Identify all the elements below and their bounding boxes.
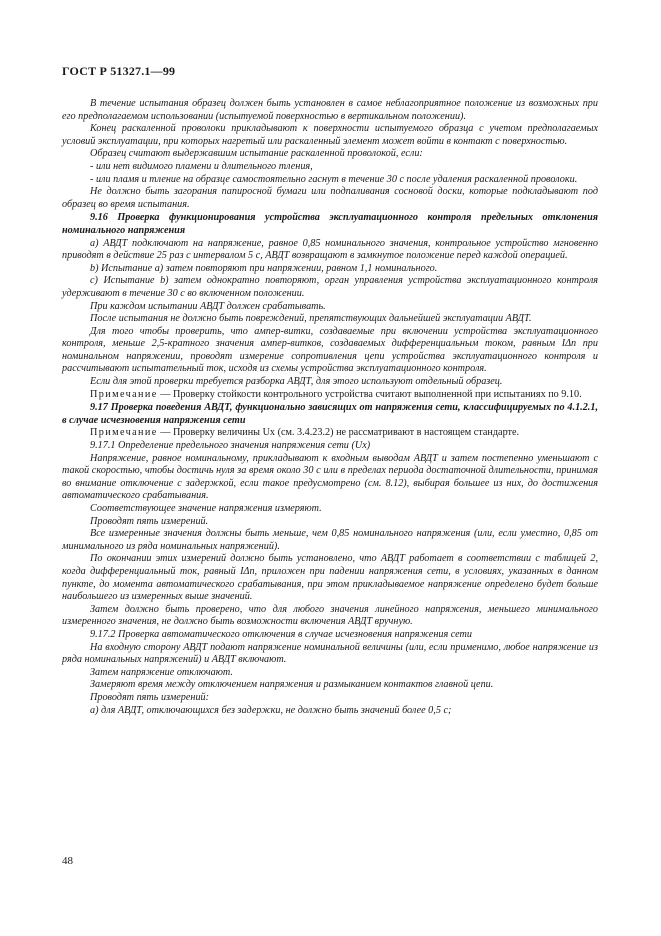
paragraph: Проводят пять измерений. [90,515,209,527]
standard-header: ГОСТ Р 51327.1—99 [62,64,176,78]
paragraph: Замеряют время между отключением напряжения и размыканием контактов главной цепи. [90,679,494,691]
paragraph: Проводят пять измерений: [90,691,210,703]
paragraph: а) АВДТ подключают на напряжение, равное 0,85 номинального значения, контрольное устройство мгновенно приводят в действие 25 раз с интервалом 5 с, АВДТ возвращают в замкнутое положение перед каждой операцией. [62,237,598,262]
subsection-heading-9-17-2: 9.17.2 Проверка автоматического отключения в случае исчезновения напряжения сети [90,628,472,640]
paragraph: Соответствующее значение напряжения измеряют. [90,503,322,514]
paragraph: b) Испытание а) затем повторяют при напряжении, равном 1,1 номинального. [90,262,438,274]
paragraph: Затем напряжение отключают. [90,666,233,678]
paragraph: По окончании этих измерений должно быть установлено, что АВДТ работает в соответствии с таблицей 2, когда дифференциальный ток, равный IΔn, приложен при падении напряжения сети, в условиях, указанных в данном пункте, до момента автоматического срабатывания, при этом прикладываемое напряжение определено будет больше наибольшего из измеренных выше значений. [62,553,598,603]
document-body [62,98,598,717]
section-heading-9-16: 9.16 Проверка функционирования устройства эксплуатационного контроля предельных отклонения номинального напряжения [62,212,598,236]
paragraph: Не должно быть загорания папиросной бумаги или подпаливания сосновой доски, которые подкладывают под образец во время испытания. [62,186,598,210]
note [62,427,598,440]
note [62,389,598,402]
list-item: - или нет видимого пламени и длительного тления, [90,160,313,172]
paragraph: а) для АВДТ, отключающихся без задержки, не должно быть значений более 0,5 с; [90,704,452,716]
paragraph: После испытания не должно быть повреждений, препятствующих дальнейшей эксплуатации АВДТ. [90,313,532,325]
paragraph: Если для этой проверки требуется разборка АВДТ, для этого используют отдельный образец. [90,376,503,388]
note-text: — Проверку стойкости контрольного устройства считают выполненной при испытаниях по 9.10. [157,388,582,400]
note-label: Примечание [90,388,158,400]
paragraph: Для того чтобы проверить, что ампер-витки, создаваемые при включении устройства эксплуатационного контроля, меньше 2,5-кратного значения ампер-витков, создаваемых дифференциальным током, равным IΔn при номинальном напряжении, проводят измерение сопротивления цепи устройства эксплуатационного контроля и рассчитывают испытательный ток, исходя из схемы устройства эксплуатационного контроля. [62,325,598,375]
note-text: — Проверку величины Ux (см. 3.4.23.2) не рассматривают в настоящем стандарте. [157,427,520,439]
section-heading-9-17: 9.17 Проверка поведения АВДТ, функционально зависящих от напряжения сети, классифицируемых по 4.1.2.1, в случае исчезновения напряжения сети [62,402,598,426]
paragraph: В течение испытания образец должен быть установлен в самое неблагоприятное положение из возможных при его предполагаемом использовании (испытуемой поверхностью в вертикальном положении). [62,98,598,122]
paragraph: Все измеренные значения должны быть меньше, чем 0,85 номинального напряжения (или, если уместно, 0,85 от минимального из ряда номинальных напряжений). [62,528,598,552]
note-label: Примечание [90,427,158,439]
paragraph: Затем должно быть проверено, что для любого значения линейного напряжения, меньшего минимального измеренного значения, не должно быть возможности включения АВДТ вручную. [62,603,598,628]
paragraph: На входную сторону АВДТ подают напряжение номинальной величины (или, если применимо, любое напряжение из ряда номинальных напряжений) и АВДТ включают. [62,641,598,666]
paragraph: Напряжение, равное номинальному, прикладывают к входным выводам АВДТ и затем постепенно уменьшают с такой скоростью, чтобы достичь нуля за время около 30 с или в пределах периода достаточной длительности, принимая во внимание отключение с задержкой, если такое предусмотрено (см. 8.12), выбирая большее из них, до достижения автоматического срабатывания. [62,452,598,502]
page-number: 48 [62,855,73,867]
paragraph: с) Испытание b) затем однократно повторяют, орган управления устройства эксплуатационного контроля удерживают в течение 30 с во включенном положении. [62,275,598,299]
paragraph: При каждом испытании АВДТ должен срабатывать. [90,300,326,312]
list-item: - или пламя и тление на образце самостоятельно гаснут в течение 30 с после удаления раскаленной проволоки. [90,173,578,185]
subsection-heading-9-17-1: 9.17.1 Определение предельного значения напряжения сети (Ux) [90,440,371,452]
paragraph: Образец считают выдержавшим испытание раскаленной проволокой, если: [90,148,423,160]
paragraph: Конец раскаленной проволоки прикладывают к поверхности испытуемого образца с учетом предполагаемых условий эксплуатации, при которых нагретый или раскаленный элемент может войти в контакт с поверхностью. [62,123,598,147]
